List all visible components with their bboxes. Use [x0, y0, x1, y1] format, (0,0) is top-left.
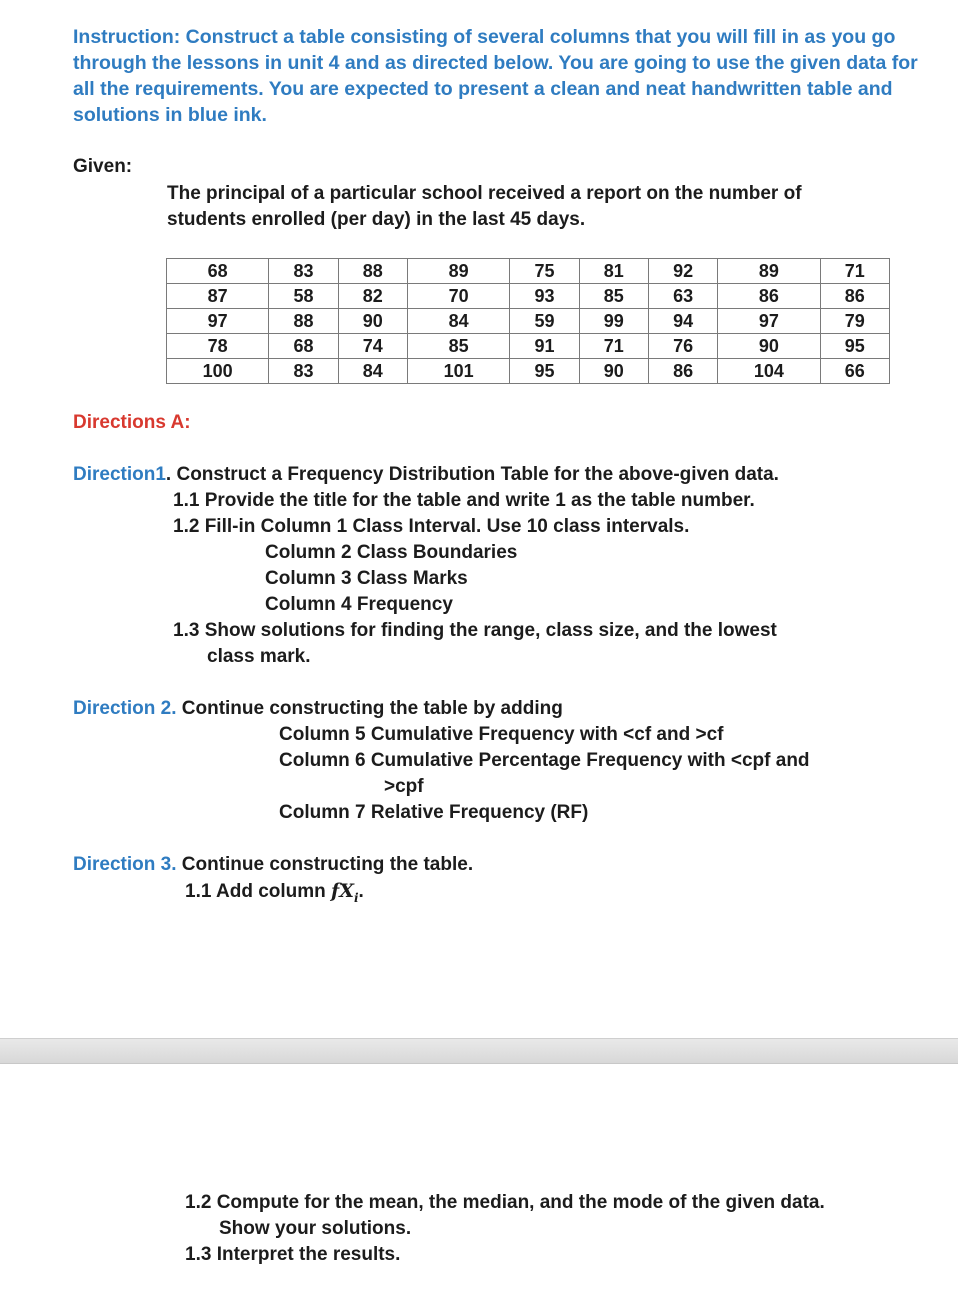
- table-cell: 68: [167, 259, 269, 284]
- table-cell: 95: [820, 334, 889, 359]
- table-cell: 71: [579, 334, 648, 359]
- table-cell: 66: [820, 359, 889, 384]
- direction1-item-1-2: 1.2 Fill-in Column 1 Class Interval. Use 10 class intervals.: [173, 516, 690, 537]
- table-cell: 93: [510, 284, 579, 309]
- table-cell: 86: [718, 284, 820, 309]
- table-cell: 101: [407, 359, 509, 384]
- table-row: [167, 359, 890, 384]
- table-cell: 97: [167, 309, 269, 334]
- direction2-column-6-cont: >cpf: [384, 776, 424, 797]
- table-cell: 100: [167, 359, 269, 384]
- table-cell: 74: [338, 334, 407, 359]
- direction2-column-6: Column 6 Cumulative Percentage Frequency with <cpf and: [279, 750, 810, 771]
- table-cell: 75: [510, 259, 579, 284]
- table-cell: 85: [407, 334, 509, 359]
- table-cell: 63: [648, 284, 717, 309]
- direction1-text: . Construct a Frequency Distribution Table for the above-given data.: [165, 464, 779, 485]
- table-row: [167, 309, 890, 334]
- direction3-item-text: 1.1 Add column: [185, 881, 332, 902]
- table-cell: 68: [269, 334, 338, 359]
- direction1-column-4: Column 4 Frequency: [265, 594, 453, 615]
- table-row: [167, 259, 890, 284]
- page-break-divider: [0, 1038, 958, 1064]
- directions-a-heading: Directions A:: [73, 412, 191, 433]
- direction3-label: Direction 3.: [73, 854, 177, 875]
- table-row: [167, 334, 890, 359]
- table-cell: 83: [269, 359, 338, 384]
- table-cell: 86: [820, 284, 889, 309]
- direction2-column-7: Column 7 Relative Frequency (RF): [279, 802, 589, 823]
- direction2-label: Direction 2.: [73, 698, 177, 719]
- bottom-item-1-2: 1.2 Compute for the mean, the median, and the mode of the given data.: [185, 1192, 825, 1213]
- table-cell: 94: [648, 309, 717, 334]
- table-cell: 78: [167, 334, 269, 359]
- bottom-item-1-3: 1.3 Interpret the results.: [185, 1244, 401, 1265]
- table-cell: 88: [338, 259, 407, 284]
- table-cell: 89: [407, 259, 509, 284]
- enrollment-data-table: [166, 258, 890, 384]
- given-text-line1: The principal of a particular school received a report on the number of: [167, 183, 802, 204]
- table-cell: 84: [338, 359, 407, 384]
- table-cell: 88: [269, 309, 338, 334]
- table-cell: 70: [407, 284, 509, 309]
- direction3-line: [73, 852, 473, 878]
- table-cell: 95: [510, 359, 579, 384]
- table-cell: 92: [648, 259, 717, 284]
- given-label: Given:: [73, 156, 133, 177]
- table-cell: 90: [338, 309, 407, 334]
- fx-subscript: i: [353, 890, 359, 905]
- bottom-item-1-2-cont: Show your solutions.: [219, 1218, 412, 1239]
- given-text-line2: students enrolled (per day) in the last 45 days.: [167, 209, 586, 230]
- direction1-item-1-3: 1.3 Show solutions for finding the range, class size, and the lowest: [173, 620, 777, 641]
- direction1-label: Direction1: [73, 464, 166, 485]
- table-cell: 89: [718, 259, 820, 284]
- table-cell: 90: [718, 334, 820, 359]
- table-cell: 104: [718, 359, 820, 384]
- table-row: [167, 284, 890, 309]
- table-cell: 79: [820, 309, 889, 334]
- direction2-line: [73, 696, 563, 722]
- table-cell: 84: [407, 309, 509, 334]
- direction1-item-1-1: 1.1 Provide the title for the table and write 1 as the table number.: [173, 490, 755, 511]
- table-cell: 76: [648, 334, 717, 359]
- table-cell: 58: [269, 284, 338, 309]
- direction1-item-1-3-cont: class mark.: [207, 646, 311, 667]
- fx-symbol: fX: [331, 880, 354, 902]
- table-cell: 86: [648, 359, 717, 384]
- table-cell: 81: [579, 259, 648, 284]
- instruction-paragraph: Instruction: Construct a table consisting of several columns that you will fill in as you go through the lessons in unit 4 and as directed below. You are going to use the given data for all the requirements. You are expected to present a clean and neat handwritten table and solutions in blue ink.: [73, 26, 918, 126]
- direction2-text: Continue constructing the table by adding: [176, 698, 563, 719]
- table-cell: 59: [510, 309, 579, 334]
- direction2-column-5: Column 5 Cumulative Frequency with <cf and >cf: [279, 724, 724, 745]
- direction3-item-end: .: [358, 881, 364, 902]
- direction1-column-2: Column 2 Class Boundaries: [265, 542, 518, 563]
- table-cell: 82: [338, 284, 407, 309]
- direction1-line: [73, 462, 779, 488]
- table-cell: 87: [167, 284, 269, 309]
- table-cell: 97: [718, 309, 820, 334]
- table-cell: 83: [269, 259, 338, 284]
- table-cell: 90: [579, 359, 648, 384]
- table-cell: 71: [820, 259, 889, 284]
- table-cell: 85: [579, 284, 648, 309]
- direction3-item-1-1: [185, 878, 364, 911]
- table-cell: 91: [510, 334, 579, 359]
- direction3-text: Continue constructing the table.: [176, 854, 474, 875]
- table-cell: 99: [579, 309, 648, 334]
- direction1-column-3: Column 3 Class Marks: [265, 568, 468, 589]
